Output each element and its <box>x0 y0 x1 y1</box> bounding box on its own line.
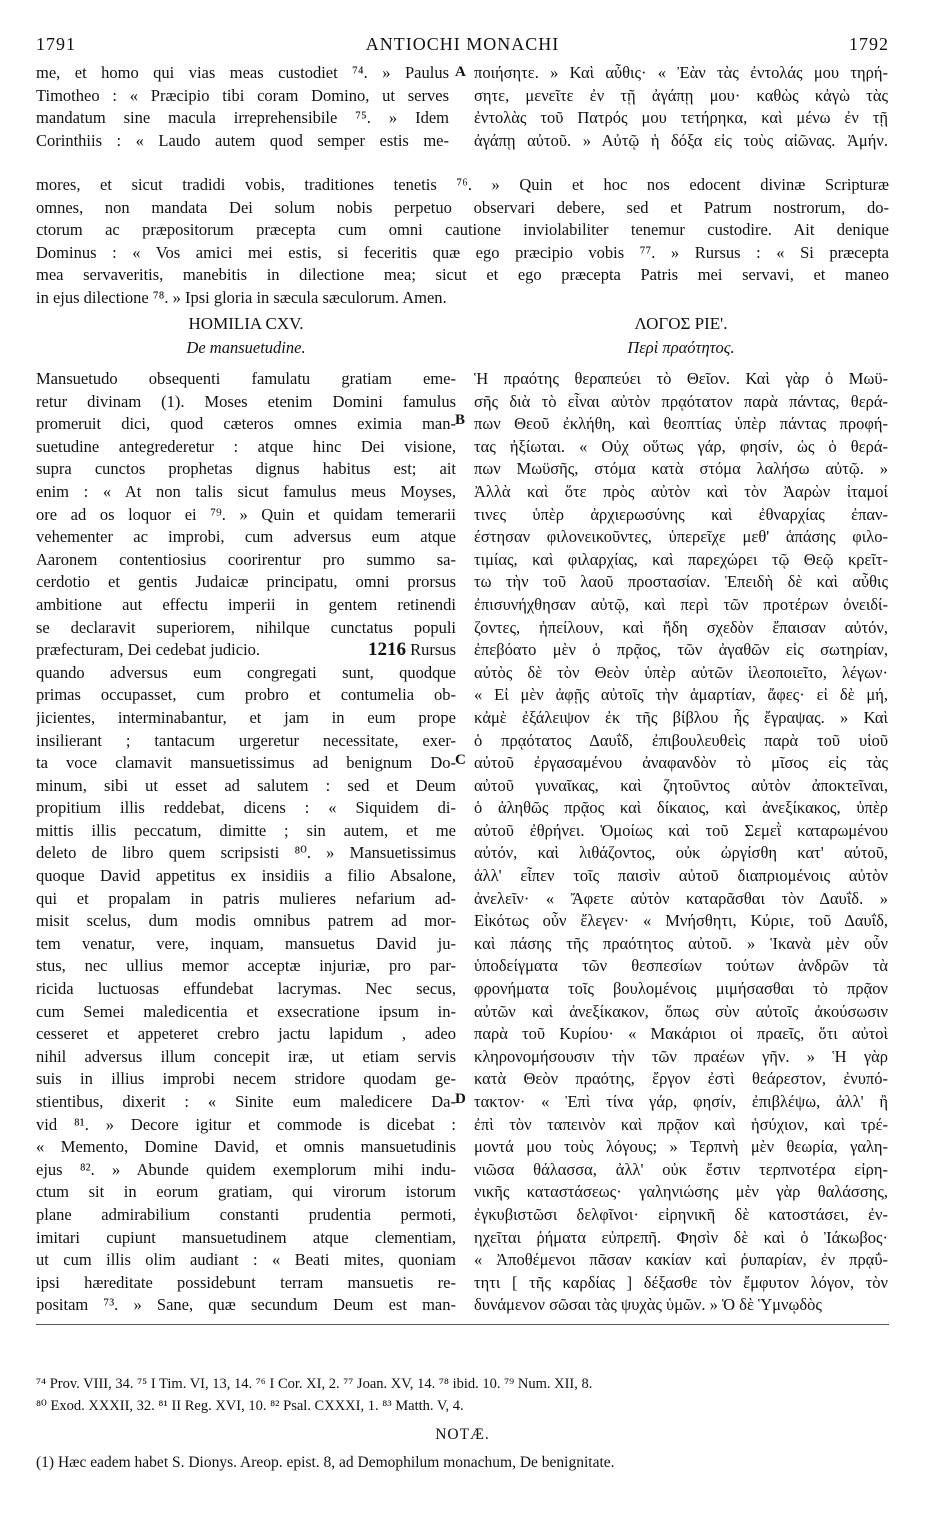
text-line: plane admirabilium constanti prudentia permoti, <box>36 1204 456 1224</box>
text-line: se declaravit superiorem, nihilque cunctatus populi <box>36 617 456 637</box>
latin-homily-subtitle: De mansuetudine. <box>186 338 306 357</box>
text-line: jicientes, interminabantur, et jam in eum prope <box>36 707 456 727</box>
text-line: τακτον· « Ἐπὶ τίνα γάρ, φησίν, ἐπιβλέψω, ἀλλ' ἢ <box>474 1092 888 1111</box>
text-line: ἐπισυνήχθησαν αὐτῷ, καὶ περὶ τῶν προτέρων ὀνειδί- <box>474 594 888 614</box>
text-line: ricida luctuosas effundebat lacrymas. Nec secus, <box>36 979 456 999</box>
text-line: μοντά μου τοὺς λόγους; » Τερπνὴ μὲν θεωρία, γαλη- <box>474 1137 888 1157</box>
text-line: δυνάμενον σῶσαι τὰς ψυχὰς ὑμῶν. » Ὁ δὲ Ὑμνῳδὸς <box>474 1295 822 1315</box>
text-line: ctum sit in eorum gratiam, qui virorum istorum <box>36 1182 456 1202</box>
text-line: Timotheo : « Præcipio tibi coram Domino, ut serves <box>36 85 449 105</box>
text-line: promeruit dici, quod cæteros omnes eximia man- <box>36 414 456 434</box>
text-line: νικῆς καταστάσεως· γαληνιώσης μὲν γὰρ θαλάσσης, <box>474 1182 888 1202</box>
text-line: πων Θεοῦ ἐκλήθη, καὶ θεοπτίας ὑπὲρ πάντας προφή- <box>474 414 888 434</box>
text-line: minum, sibi ut esset ad salutem : sed et Deum <box>36 775 456 795</box>
text-line: αὐτόν, καὶ λιθάζοντος, οὐκ ὠργίσθη κατ' αὐτοῦ, <box>474 843 888 863</box>
text-line: ἐπεβόατο μὲν ὁ πρᾷος, τῶν ἀγαθῶν εἰς σωτηρίαν, <box>474 640 888 660</box>
text-line: Aaronem contentiosius coorirentur pro summo sa- <box>36 549 456 569</box>
text-line: ὁ ἀληθῶς πρᾷος καὶ δίκαιος, καὶ ἀνεξίκακος, ὑπὲρ <box>474 798 888 818</box>
text-line: πων Μωϋσῆς, στόμα κατὰ στόμα λαλήσω αὐτῷ. » <box>474 459 888 479</box>
text-line: αὐτοῦ ἐργασαμένου ἀναφανδὸν τὸ μῖσος εἰς τὰς <box>474 753 888 773</box>
top-greek-block <box>474 62 888 152</box>
text-fragment: Rursus <box>410 640 456 660</box>
note-text: (1) Hæc eadem habet S. Dionys. Areop. epist. 8, ad Demophilum monachum, De benignitate. <box>36 1454 615 1471</box>
text-line-with-page-number <box>36 639 456 662</box>
text-line: supra cunctos prophetas dignus habitus est; ait <box>36 459 456 479</box>
text-line: ctorum ac præpositorum præcepta cum omni cautione inviolabiliter tenemur custodire. Ait denique <box>36 220 889 240</box>
text-line: Dominus : « Vos amici mei estis, si feceritis quæ ego præcipio vobis ⁷⁷. » Rursus : « Si præcepta <box>36 242 889 262</box>
text-line: quoque David appetitus ex insidiis a filio Absalone, <box>36 866 456 886</box>
margin-marker-d: D <box>455 1091 466 1107</box>
text-line: ηχεῖται ῥήματα εὐπρεπῆ. Φησὶν δὲ καὶ ὁ Ἰάκωβος· <box>474 1227 888 1247</box>
text-line: σητε, μενεῖτε ἐν τῇ ἀγάπῃ μου· καθὼς κἀγὼ τὰς <box>474 85 888 105</box>
text-line: αὐτοῦ ἐθρήνει. Ὁμοίως καὶ τοῦ Σεμεῒ καταρωμένου <box>474 820 888 840</box>
text-line: retur divinam (1). Moses etenim Domini famulus <box>36 391 456 411</box>
text-line: Mansuetudo obsequenti famulatu gratiam eme- <box>36 369 456 388</box>
text-line: « Εἰ μὲν ἀφῇς αὐτοῖς τὴν ἁμαρτίαν, ἄφες· εἰ δὲ μή, <box>474 685 888 705</box>
greek-homily-title: ΛΟΓΟΣ ΡΙΕ'. <box>634 314 728 333</box>
text-line: cerdotio et gentis Judaicæ principatu, omni prorsus <box>36 572 456 592</box>
text-line: ζοντες, ἠπείλουν, καὶ ἤδη σχεδὸν ἔπαισαν αὐτόν, <box>474 617 888 637</box>
text-line: Ἀλλὰ καὶ ὅτε πρὸς αὐτὸν καὶ τὸν Ἀαρὼν ἰταμοί <box>474 481 888 501</box>
text-line: stientibus, dixerit : « Sinite eum maledicere Da- <box>36 1092 456 1111</box>
text-line: ipsi hæreditate possidebunt terram mansuetis re- <box>36 1272 456 1292</box>
text-line: omnes, non mandata Dei solum nobis perpetuo observari debere, sed et Patrum nostrorum, do- <box>36 197 889 217</box>
text-line: τω τὴν τοῦ λαοῦ προστασίαν. Ἐπειδὴ δὲ καὶ αὖθις <box>474 572 888 592</box>
text-line: mea servaveritis, manebitis in dilectione mea; sicut et ego præcepta Patris mei servavi, et maneo <box>36 265 889 285</box>
margin-marker-c: C <box>455 752 466 768</box>
text-line: ta voce clamavit mansuetissimus ad benignum Do- <box>36 753 456 773</box>
text-line: ὁ πρᾳότατος Δαυΐδ, ἐπιβουλευθεὶς παρὰ τοῦ υἱοῦ <box>474 730 888 750</box>
text-line: αὐτοῦ γυναῖκας, καὶ ζητοῦντος αὐτὸν ἀποκτεῖναι, <box>474 775 888 795</box>
text-line: κληρονομήσουσιν τὴν τῶν πραέων γῆν. » Ἡ γὰρ <box>474 1046 888 1066</box>
full-width-latin <box>36 174 889 310</box>
text-line: imitari cupiunt mansuetudinem atque clementiam, <box>36 1227 456 1247</box>
footnote-line: ⁷⁴ Prov. VIII, 34. ⁷⁵ I Tim. VI, 13, 14. ⁷⁶ I Cor. XI, 2. ⁷⁷ Joan. XV, 14. ⁷⁸ ibid. 10. ⁷⁹ Num. XII, 8. <box>36 1376 593 1392</box>
text-line: ὑποδείγματα τῶν θεσπεσίων τούτων ἀνδρῶν τὰ <box>474 956 888 976</box>
footnote-line: ⁸⁰ Exod. XXXII, 32. ⁸¹ II Reg. XVI, 10. ⁸² Psal. CXXXI, 1. ⁸³ Matth. V, 4. <box>36 1398 464 1414</box>
text-line: cesseret et appeteret crebro jactu lapidum , adeo <box>36 1024 456 1044</box>
text-line: « Memento, Domine David, et omnis mansuetudinis <box>36 1137 456 1157</box>
text-line: κἀμὲ ἐξάλειψον ἐκ τῆς βίβλου ἧς ἔγραψας. » Καὶ <box>474 707 888 727</box>
text-line: stus, nec ullius memor acceptæ injuriæ, pro par- <box>36 956 456 976</box>
text-fragment: præfecturam, Dei cedebat judicio. <box>36 640 261 660</box>
text-line: Ἡ πραότης θεραπεύει τὸ Θεῖον. Καὶ γὰρ ὁ Μωϋ- <box>474 369 888 388</box>
text-line: έστησαν φιλονεικοῦντες, ὑπερεῖχε μεθ' ἁπάσης φιλο- <box>474 527 888 547</box>
text-line: qui et propalam in patris mulieres nefarium ad- <box>36 888 456 908</box>
text-line: « Ἀποθέμενοι πᾶσαν κακίαν καὶ ῥυπαρίαν, ἐν πρᾳΰ- <box>474 1250 888 1270</box>
page-number-left: 1791 <box>36 34 76 54</box>
margin-marker-a: A <box>455 64 466 80</box>
latin-homily-title: HOMILIA CXV. <box>188 314 304 333</box>
text-line: τητι [ τῆς καρδίας ] δέξασθε τὸν ἔμφυτον λόγον, τὸν <box>474 1272 888 1292</box>
margin-marker-b: B <box>455 412 466 428</box>
page-number-right: 1792 <box>849 34 889 54</box>
text-line: mittis illis peccatum, dimitte ; sin autem, et me <box>36 820 456 840</box>
text-line: primas occupasset, cum probro et contumelia ob- <box>36 685 456 705</box>
text-line: misit scelus, dum modis omnibus patrem ad mor- <box>36 911 456 931</box>
text-line: ἀγάπῃ αὐτοῦ. » Αὐτῷ ἡ δόξα εἰς τοὺς αἰῶνας. Ἀμήν. <box>474 130 888 150</box>
text-line: τιμίας, καὶ φιλαρχίας, καὶ παρεχώρει τῷ Θεῷ κρεῖτ- <box>474 549 888 569</box>
text-line: παρὰ τοῦ Κυρίου· « Μακάριοι οἱ πραεῖς, ὅτι αὐτοὶ <box>474 1024 888 1044</box>
text-line: καὶ πάσης τῆς πραότητος αὐτοῦ. » Ἱκανὰ μὲν οὖν <box>474 933 888 953</box>
text-line: positam ⁷³. » Sane, quæ secundum Deum est man- <box>36 1295 456 1315</box>
text-line: mandatum sine macula irreprehensibile ⁷⁵. » Idem <box>36 108 449 128</box>
text-line: nihil adversus illum concepit iræ, ut etiam servis <box>36 1046 456 1066</box>
text-line: ἀλλ' εἶπεν τοῖς παισὶν αὐτοῦ διαπριομένοις αὐτὸν <box>474 866 888 886</box>
text-line: κατὰ Θεὸν πραότης, ἔργον ἐστὶ θεάρεστον, ἐνυπό- <box>474 1069 888 1089</box>
running-title: ANTIOCHI MONACHI <box>365 34 560 54</box>
text-line: mores, et sicut tradidi vobis, traditiones tenetis ⁷⁶. » Quin et hoc nos edocent divinæ Scripturæ <box>36 175 889 194</box>
text-line: cum Semei maledicentia et exsecratione ipsum in- <box>36 1001 456 1021</box>
latin-column <box>36 368 456 1317</box>
text-line: ore ad os loquor ei ⁷⁹. » Quin et quidam temerarii <box>36 504 456 524</box>
text-line: τινες ὑπὲρ ἀρχιερωσύνης καὶ ἐθναρχίας ἐπαν- <box>474 504 888 524</box>
text-line: τας ἠξίωται. « Οὐχ οὕτως γάρ, φησίν, ὡς ὁ θερά- <box>474 436 888 456</box>
greek-homily-subtitle: Περὶ πραότητος. <box>627 338 735 357</box>
text-line: ἀνελεῖν· « Ἄφετε αὐτὸν καταρᾶσθαι τὸν Δαυΐδ. » <box>474 888 888 908</box>
text-line: suetudine antegrederetur : atque hinc Dei visione, <box>36 436 456 456</box>
text-line: Corinthiis : « Laudo autem quod semper estis me- <box>36 130 449 150</box>
text-line: αὐτῶν καὶ ἀνεξίκακον, ὅπως σὺν αὐτοῖς ἀκούσωσιν <box>474 1001 888 1021</box>
greek-column <box>474 368 888 1317</box>
text-line: me, et homo qui vias meas custodiet ⁷⁴. » Paulus <box>36 63 449 82</box>
inline-page-number: 1216 <box>368 639 407 661</box>
text-line: ἐπὶ τὸν ταπεινὸν καὶ πρᾷον καὶ ἡσύχιον, καὶ τρέ- <box>474 1114 888 1134</box>
text-line: quando adversus eum congregati sunt, quodque <box>36 662 456 682</box>
text-line: suis in illius improbi necem stridore quodam ge- <box>36 1069 456 1089</box>
footnote-divider <box>36 1324 889 1325</box>
top-latin-block <box>36 62 449 152</box>
text-line: αὐτὸς δὲ τὸν Θεὸν ὑπὲρ αὐτῶν ἱλεοποιεῖτο, λέγων· <box>474 662 888 682</box>
text-line: ut cum illis olim audiant : « Beati mites, quoniam <box>36 1250 456 1270</box>
text-line: enim : « At non talis sicut famulus meus Moyses, <box>36 481 456 501</box>
text-line: ambitione aut effectu imperii in gentem retinendi <box>36 594 456 614</box>
text-line: vid ⁸¹. » Decore igitur et commode is dicebat : <box>36 1114 456 1134</box>
text-line: φρονήματα τοῖς βουλομένοις μιμήσασθαι τὸ πρᾷον <box>474 979 888 999</box>
text-line: ejus ⁸². » Abunde quidem exemplorum mihi indu- <box>36 1159 456 1179</box>
text-line: in ejus dilectione ⁷⁸. » Ipsi gloria in sæcula sæculorum. Amen. <box>36 287 447 307</box>
text-line: vehementer ac improbi, cum adversus eum atque <box>36 527 456 547</box>
text-line: σῆς διὰ τὸ εἶναι αὐτὸν πρᾳότατον παρὰ πάντας, θερά- <box>474 391 888 411</box>
notae-heading: NOTÆ. <box>435 1426 490 1443</box>
text-line: deleto de libro quem scripsisti ⁸⁰. » Mansuetissimus <box>36 843 456 863</box>
text-line: tem venatur, vere, inquam, mansuetus David ju- <box>36 933 456 953</box>
text-line: ποιήσητε. » Καὶ αὖθις· « Ἐὰν τὰς ἐντολάς μου τηρή- <box>474 63 888 82</box>
text-line: ἐντολὰς τοῦ Πατρός μου τετήρηκα, καὶ μένω ἐν τῇ <box>474 108 888 128</box>
running-header <box>36 34 889 58</box>
text-line: Εἰκότως οὖν ἔλεγεν· « Μνήσθητι, Κύριε, τοῦ Δαυΐδ, <box>474 911 888 931</box>
text-line: propitium illis reddebat, dicens : « Siquidem di- <box>36 798 456 818</box>
text-line: insilierant ; tantacum urgeretur necessitate, exer- <box>36 730 456 750</box>
text-line: νιῶσα θάλασσα, ἀλλ' οὐκ ἔστιν τερπνοτέρα εἰρη- <box>474 1159 888 1179</box>
text-line: ἐγκυβιστῶσι δελφῖνοι· εἰρηνικῆ δὲ κατοστάσει, ἐν- <box>474 1204 888 1224</box>
